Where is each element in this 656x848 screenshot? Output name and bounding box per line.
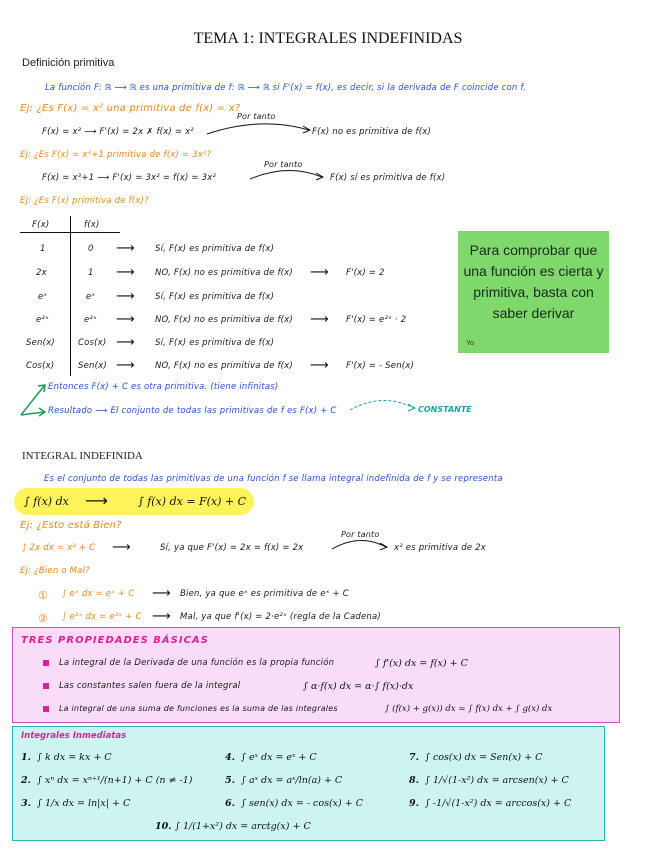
table-row-result: NO, F(x) no es primitiva de f(x) — [155, 268, 293, 278]
inmediata-formula: ∫ -1/√(1-x²) dx = arccos(x) + C — [425, 798, 572, 809]
integral-example-2-question: Ej: ¿Bien o Mal? — [20, 566, 90, 576]
inmediata-number: 5. — [225, 775, 235, 786]
table-row-result: Sí, F(x) es primitiva de f(x) — [155, 244, 275, 254]
arrow-icon: ⟶ — [116, 241, 135, 256]
integral-example-1-work: ∫ 2x dx = x² + C — [22, 543, 96, 553]
arrow-icon: ⟶ — [112, 540, 131, 555]
table-row-f: Sen(x) — [78, 361, 107, 371]
example-2-por-tanto: Por tanto — [264, 160, 303, 169]
propiedad-formula: ∫ (f(x) + g(x)) dx = ∫ f(x) dx + ∫ g(x) dx — [385, 704, 553, 714]
integral-example-1-conclusion: x² es primitiva de 2x — [394, 543, 486, 553]
inmediata-formula: ∫ 1/x dx = ln|x| + C — [37, 798, 131, 809]
arrow-icon: ⟶ — [116, 335, 135, 350]
resultado-text: Resultado ⟶ El conjunto de todas las primitivas de f es F(x) + C — [48, 406, 337, 416]
example-3-question: Ej: ¿Es F(x) primitiva de f(x)? — [20, 196, 149, 206]
item-result: Bien, ya que eˣ es primitiva de eˣ + C — [180, 589, 349, 599]
formula-left: ∫ f(x) dx — [24, 495, 69, 508]
inmediata-number: 10. — [155, 821, 172, 832]
entonces-text: Entonces F(x) + C es otra primitiva. (tiene infinitas) — [48, 382, 279, 392]
table-row-F: Cos(x) — [26, 361, 55, 371]
sticky-note — [458, 231, 609, 353]
curved-arrow-icon — [205, 118, 315, 138]
section-heading-integral: INTEGRAL INDEFINIDA — [22, 450, 143, 462]
example-2-conclusion: F(x) sí es primitiva de f(x) — [330, 173, 446, 183]
arrow-icon: ⟶ — [116, 289, 135, 304]
example-2-work: F(x) = x³+1 ⟶ F'(x) = 3x² = f(x) = 3x² — [42, 173, 217, 183]
inmediata-formula: ∫ sen(x) dx = - cos(x) + C — [241, 798, 363, 809]
propiedad-text: La integral de la Derivada de una función es la propia función — [59, 658, 335, 668]
table-row-extra: F'(x) = 2 — [346, 268, 385, 278]
table-row-result: Sí, F(x) es primitiva de f(x) — [155, 292, 275, 302]
propiedad-text: La integral de una suma de funciones es la suma de las integrales — [59, 704, 338, 713]
table-row-result: NO, F(x) no es primitiva de f(x) — [155, 315, 293, 325]
section-heading-definicion: Definición primitiva — [22, 57, 115, 69]
example-2-question: Ej: ¿Es F(x) = x³+1 primitiva de f(x) = 3x²? — [20, 150, 212, 160]
inmediatas-box — [12, 726, 605, 841]
branch-arrows-icon — [18, 380, 48, 420]
inmediata-formula: ∫ cos(x) dx = Sen(x) + C — [425, 752, 543, 763]
inmediata-number: 8. — [409, 775, 419, 786]
bullet-icon — [43, 683, 49, 689]
table-row-f: e²ˣ — [84, 315, 98, 325]
table-header-F: F(x) — [32, 220, 50, 230]
page-title: TEMA 1: INTEGRALES INDEFINIDAS — [193, 30, 463, 47]
inmediata-number: 4. — [225, 752, 235, 763]
curved-arrow-icon — [330, 535, 392, 553]
curved-arrow-icon — [248, 165, 328, 183]
example-1-question: Ej: ¿Es F(x) = x² una primitiva de f(x) = x? — [20, 103, 241, 114]
table-header-f: f(x) — [84, 220, 100, 230]
inmediata-number: 6. — [225, 798, 235, 809]
sticky-note-author: Yo — [466, 340, 474, 347]
definition-statement: La función F: ℝ ⟶ ℝ es una primitiva de f: ℝ ⟶ ℝ si F'(x) = f(x), es decir, si la derivada de F coincide con f. — [45, 83, 527, 93]
inmediata-formula: ∫ aˣ dx = aˣ/ln(a) + C — [241, 775, 343, 786]
propiedad-formula: ∫ f'(x) dx = f(x) + C — [375, 658, 468, 669]
table-row-f: eˣ — [86, 292, 96, 302]
inmediata-formula: ∫ 1/√(1-x²) dx = arcsen(x) + C — [425, 775, 569, 786]
bullet-icon — [43, 660, 49, 666]
arrow-icon: ⟶ — [152, 609, 171, 624]
table-row-result: Sí, F(x) es primitiva de f(x) — [155, 338, 275, 348]
table-row-extra: F'(x) = e²ˣ · 2 — [346, 315, 407, 325]
inmediata-formula: ∫ xⁿ dx = xⁿ⁺¹/(n+1) + C (n ≠ -1) — [37, 775, 193, 786]
table-row-F: 2x — [36, 268, 47, 278]
table-row-F: e²ˣ — [36, 315, 50, 325]
table-row-F: 1 — [40, 244, 46, 254]
arrow-icon: ⟶ — [85, 491, 108, 510]
integral-example-1-por-tanto: Por tanto — [341, 530, 380, 539]
table-row-f: 1 — [88, 268, 94, 278]
table-row-F: eˣ — [38, 292, 48, 302]
inmediata-number: 1. — [21, 752, 31, 763]
formula-right: ∫ f(x) dx = F(x) + C — [138, 495, 247, 508]
arrow-icon: ⟶ — [310, 358, 329, 373]
item-expression: ∫ e²ˣ dx = e²ˣ + C — [62, 612, 142, 622]
arrow-icon: ⟶ — [152, 586, 171, 601]
arrow-icon: ⟶ — [310, 312, 329, 327]
example-1-work: F(x) = x² ⟶ F'(x) = 2x ✗ f(x) = x² — [42, 127, 194, 137]
integral-example-1-mid: Sí, ya que F'(x) = 2x = f(x) = 2x — [160, 543, 304, 553]
inmediata-number: 3. — [21, 798, 31, 809]
integral-example-1-question: Ej: ¿Esto está Bien? — [20, 520, 122, 531]
table-row-f: 0 — [88, 244, 94, 254]
inmediata-number: 2. — [21, 775, 31, 786]
item-expression: ∫ eˣ dx = eˣ + C — [62, 589, 135, 599]
arrow-icon: ⟶ — [116, 312, 135, 327]
propiedad-text: Las constantes salen fuera de la integral — [59, 681, 241, 691]
arrow-icon: ⟶ — [116, 265, 135, 280]
propiedades-box — [12, 627, 620, 723]
item-number: ① — [38, 589, 49, 602]
sticky-note-text: Para comprobar que una función es cierta y primitiva, basta con saber derivar — [463, 242, 604, 321]
table-vertical-rule — [70, 216, 71, 376]
inmediatas-title: Integrales Inmediatas — [21, 731, 127, 741]
propiedad-formula: ∫ α·f(x) dx = α·∫ f(x)·dx — [303, 681, 414, 692]
propiedades-title: TRES PROPIEDADES BÁSICAS — [21, 635, 209, 646]
inmediata-number: 9. — [409, 798, 419, 809]
table-row-F: Sen(x) — [26, 338, 55, 348]
example-1-por-tanto: Por tanto — [237, 112, 276, 121]
table-row-extra: F'(x) = - Sen(x) — [346, 361, 415, 371]
table-row-f: Cos(x) — [78, 338, 107, 348]
arrow-icon: ⟶ — [116, 358, 135, 373]
primitiva-table — [20, 216, 440, 376]
dashed-arrow-icon — [348, 398, 418, 418]
inmediata-formula: ∫ k dx = kx + C — [37, 752, 112, 763]
inmediata-formula: ∫ 1/(1+x²) dx = arctg(x) + C — [175, 821, 311, 832]
inmediata-number: 7. — [409, 752, 419, 763]
table-row-result: NO, F(x) no es primitiva de f(x) — [155, 361, 293, 371]
item-result: Mal, ya que f'(x) = 2·e²ˣ (regla de la Cadena) — [180, 612, 381, 622]
arrow-icon: ⟶ — [310, 265, 329, 280]
inmediata-formula: ∫ eˣ dx = eˣ + C — [241, 752, 317, 763]
item-number: ② — [38, 612, 49, 625]
integral-statement: Es el conjunto de todas las primitivas de una función f se llama integral indefinida de f y se representa — [44, 474, 503, 484]
example-1-conclusion: F(x) no es primitiva de f(x) — [312, 127, 432, 137]
bullet-icon — [43, 706, 49, 712]
constante-label: CONSTANTE — [418, 405, 472, 414]
